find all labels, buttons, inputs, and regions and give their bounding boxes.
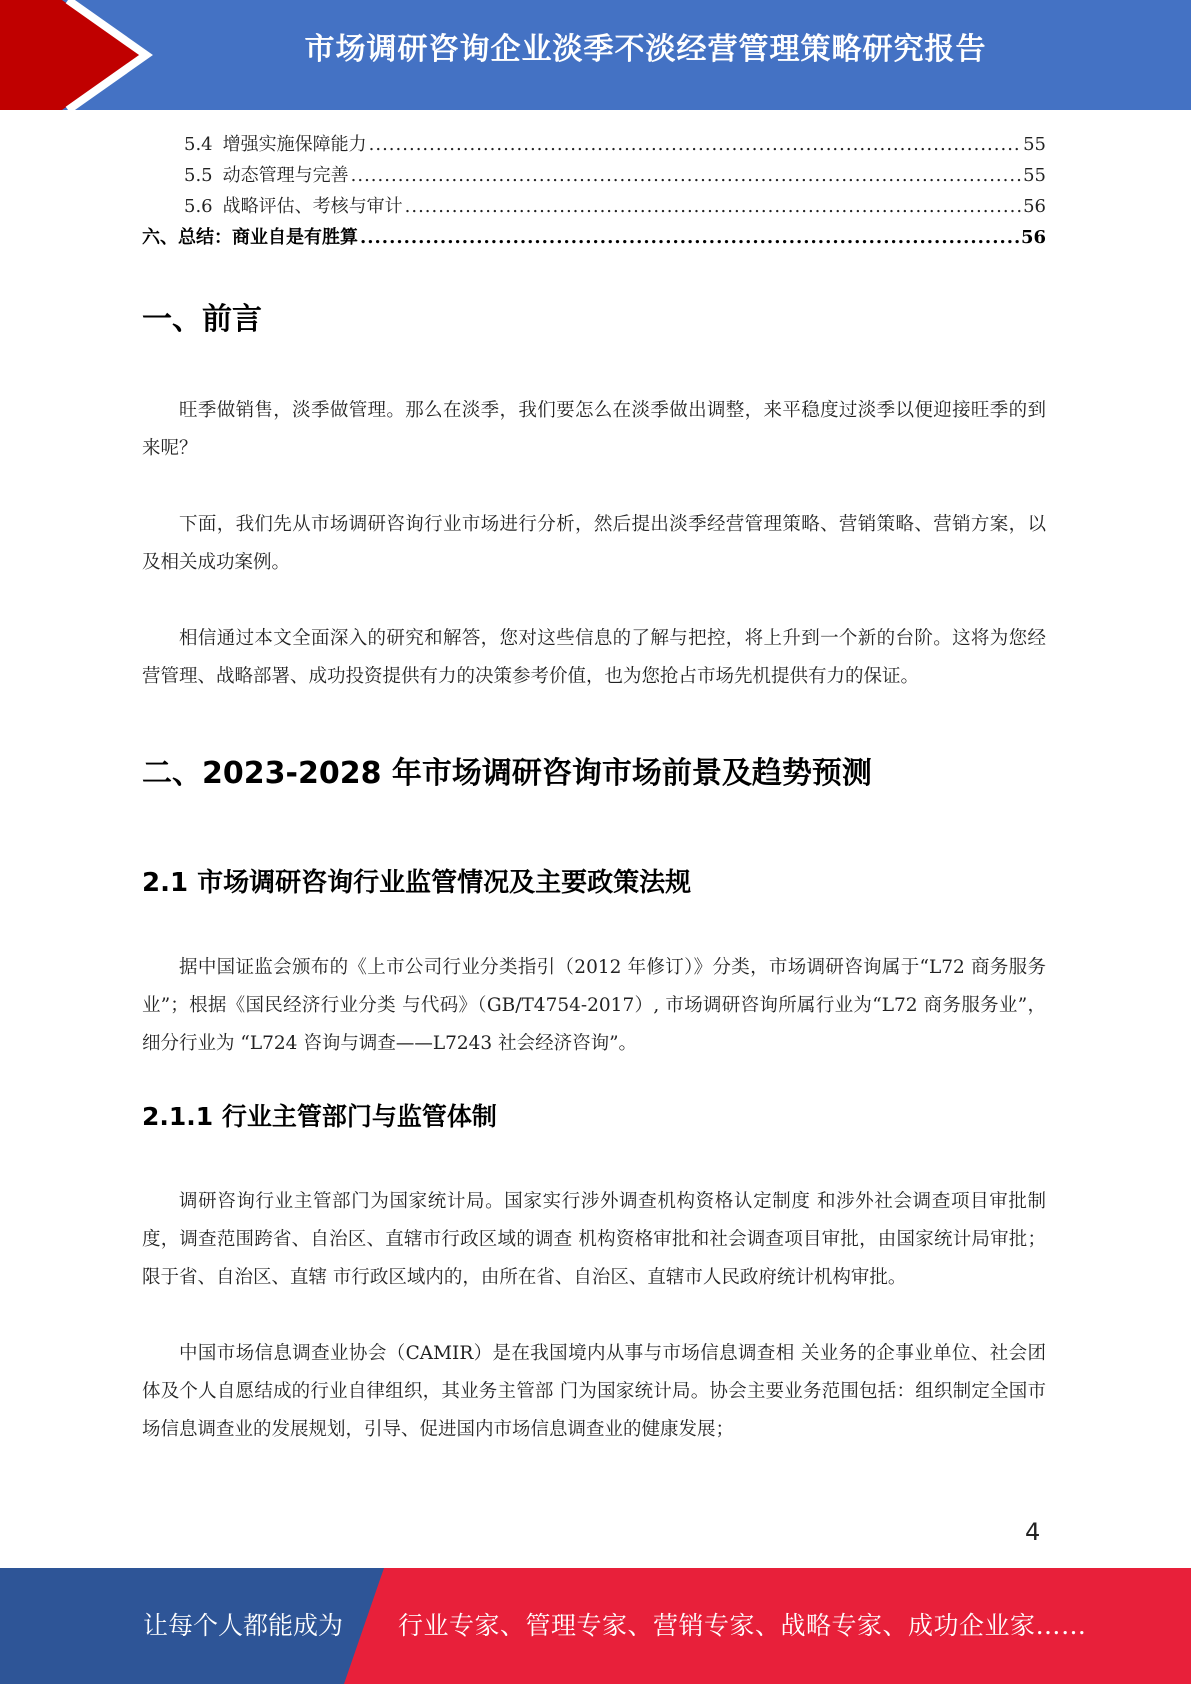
paragraph: 中国市场信息调查业协会（CAMIR）是在我国境内从事与市场信息调查相 关业务的企事业单位、社会团体及个人自愿结成的行业自律组织，其业务主管部 门为国家统计局。协会主要业务范围包括：组织制定全国市场信息调查业的发展规划，引导、促进国内市场信息调查业的健康发展； — [142, 1343, 1046, 1440]
toc-leader-dots — [405, 196, 1021, 217]
subsection-heading-2-1-1: 2.1.1 行业主管部门与监管体制 — [142, 1102, 497, 1131]
toc-number: 5.5 — [184, 165, 213, 186]
toc-page-number: 55 — [1023, 165, 1046, 186]
footer-slogan-left: 让每个人都能成为 — [143, 1611, 344, 1640]
paragraph: 据中国证监会颁布的《上市公司行业分类指引（2012 年修订）》分类，市场调研咨询属于“L72 商务服务业”；根据《国民经济行业分类 与代码》（GB/T4754-2017）, 市场调研咨询所属行业为“L72 商务服务业”，细分行业为 “L724 咨询与调查——L7243 社会经济咨询”。 — [142, 957, 1046, 1054]
toc-text: 动态管理与完善 — [222, 165, 349, 186]
section-heading-preface: 一、前言 — [142, 302, 262, 337]
toc-entry-5-4[interactable] — [142, 130, 1046, 161]
toc-page-number: 55 — [1023, 134, 1046, 155]
toc-number: 5.6 — [184, 196, 213, 217]
header-title: 市场调研咨询企业淡季不淡经营管理策略研究报告 — [304, 32, 987, 67]
section-heading-market-outlook: 二、2023-2028 年市场调研咨询市场前景及趋势预测 — [142, 756, 872, 791]
toc-entry-5-5[interactable] — [142, 161, 1046, 192]
page-number: 4 — [1025, 1518, 1041, 1546]
toc-text: 战略评估、考核与审计 — [222, 196, 403, 217]
toc-page-number: 56 — [1023, 196, 1046, 217]
toc-entry-section-6[interactable] — [142, 223, 1046, 254]
subsection-heading-2-1: 2.1 市场调研咨询行业监管情况及主要政策法规 — [142, 868, 692, 898]
main-content — [142, 288, 1046, 1449]
toc-leader-dots — [351, 165, 1021, 186]
table-of-contents — [142, 130, 1046, 254]
page-header — [0, 0, 1191, 110]
footer-slogan-right: 行业专家、管理专家、营销专家、战略专家、成功企业家…… — [398, 1611, 1087, 1640]
toc-text: 增强实施保障能力 — [222, 134, 367, 155]
paragraph: 调研咨询行业主管部门为国家统计局。国家实行涉外调查机构资格认定制度 和涉外社会调查项目审批制度，调查范围跨省、自治区、直辖市行政区域的调查 机构资格审批和社会调查项目审批，由国家统计局审批；限于省、自治区、直辖 市行政区域内的，由所在省、自治区、直辖市人民政府统计机构审批。 — [142, 1191, 1046, 1288]
toc-entry-5-6[interactable] — [142, 192, 1046, 223]
paragraph: 下面，我们先从市场调研咨询行业市场进行分析，然后提出淡季经营管理策略、营销策略、营销方案，以及相关成功案例。 — [142, 514, 1046, 573]
toc-text: 六、总结：商业自是有胜算 — [142, 227, 358, 248]
page-footer — [0, 1568, 1191, 1684]
paragraph: 旺季做销售，淡季做管理。那么在淡季，我们要怎么在淡季做出调整，来平稳度过淡季以便迎接旺季的到来呢？ — [142, 400, 1046, 459]
toc-page-number: 56 — [1020, 227, 1046, 248]
toc-number: 5.4 — [184, 134, 213, 155]
toc-leader-dots — [369, 134, 1021, 155]
paragraph: 相信通过本文全面深入的研究和解答，您对这些信息的了解与把控，将上升到一个新的台阶。这将为您经营管理、战略部署、成功投资提供有力的决策参考价值，也为您抢占市场先机提供有力的保证。 — [142, 628, 1046, 687]
toc-leader-dots — [360, 227, 1019, 248]
